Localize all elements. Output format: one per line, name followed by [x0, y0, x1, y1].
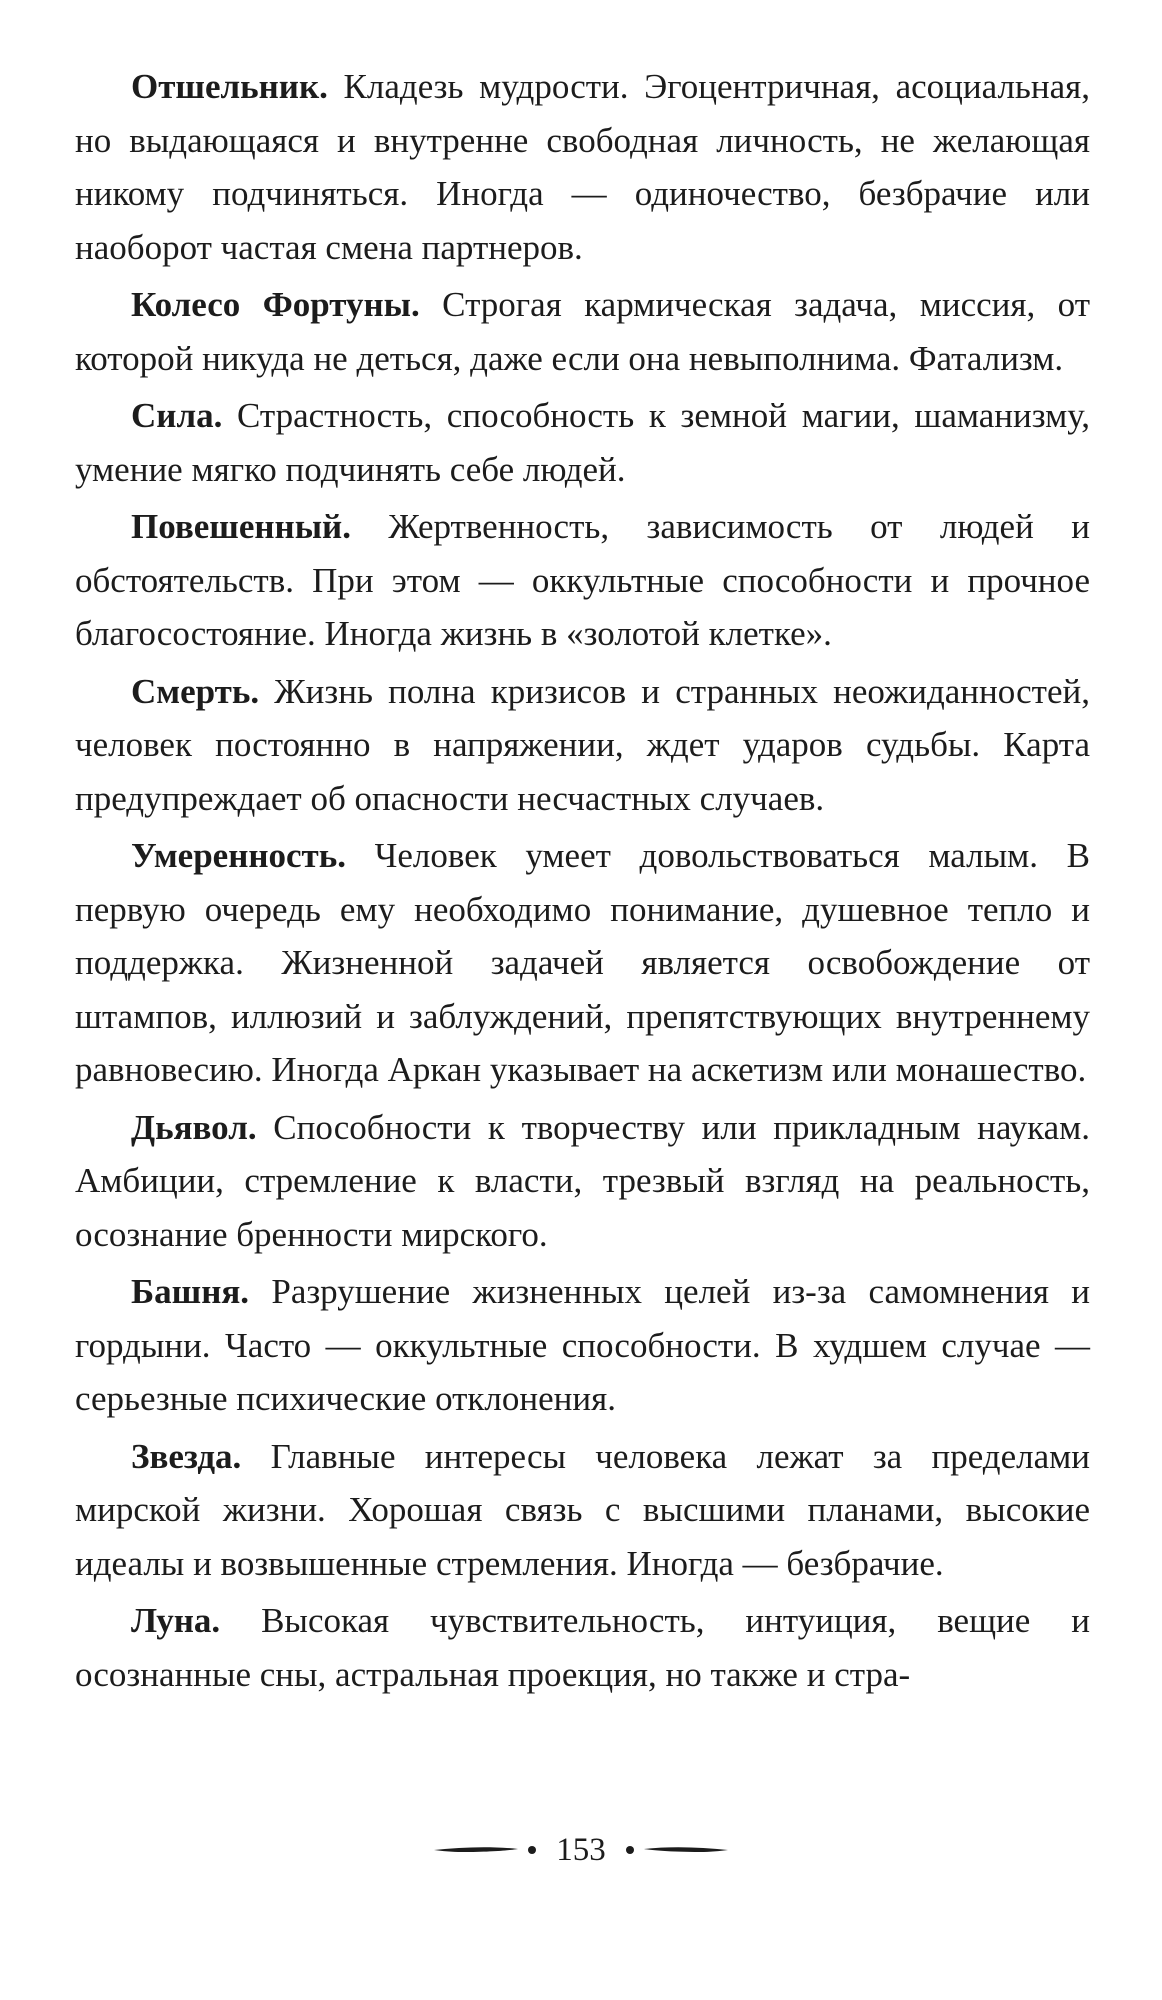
entry-term: Сила. [131, 396, 223, 435]
page-body [75, 60, 1090, 1705]
entry-text: Человек умеет довольствоваться малым. В первую очередь ему необходимо понимание, душевное тепло и поддержка. Жизненной задачей является освобождение от штампов, иллюзий и заблуждений, препятствующих внутреннему равновесию. Иногда Аркан указывает на аскетизм или монашество. [75, 836, 1090, 1089]
entry-text: Жизнь полна кризисов и странных неожиданностей, человек постоянно в напряжении, ждет ударов судьбы. Карта предупреждает об опасности несчастных случаев. [75, 671, 1090, 818]
swash-ornament-icon [620, 1840, 730, 1860]
page-footer [0, 1830, 1162, 1870]
entry-text: Страстность, способность к земной магии, шаманизму, умение мягко подчинять себе людей. [75, 396, 1090, 489]
entry-term: Звезда. [131, 1436, 242, 1476]
entry-death [75, 665, 1090, 826]
entry-hanged-man [75, 500, 1090, 661]
entry-devil [75, 1101, 1090, 1262]
entry-text: Высокая чувствительность, интуиция, вещие и осознанные сны, астральная проекция, но также и стра- [75, 1601, 1090, 1694]
entry-term: Отшельник. [131, 67, 328, 106]
entry-text: Строгая кармическая задача, миссия, от которой никуда не деться, даже если она невыполнима. Фатализм. [75, 285, 1090, 378]
entry-wheel-of-fortune [75, 278, 1090, 385]
entry-text: Способности к творчеству или прикладным наукам. Амбиции, стремление к власти, трезвый взгляд на реальность, осознание бренности мирского. [75, 1107, 1090, 1254]
entry-term: Дьявол. [131, 1107, 257, 1147]
entry-text: Разрушение жизненных целей из-за самомнения и гордыни. Часто — оккультные способности. В худшем случае — серьезные психические отклонения. [75, 1272, 1090, 1418]
entry-term: Луна. [131, 1601, 221, 1640]
entry-tower [75, 1265, 1090, 1426]
entry-hermit [75, 60, 1090, 274]
entry-text: Жертвенность, зависимость от людей и обстоятельств. При этом — оккультные способности и прочное благосостояние. Иногда жизнь в «золотой клетке». [75, 507, 1090, 653]
entry-term: Повешенный. [131, 507, 351, 546]
swash-ornament-icon [432, 1840, 542, 1860]
entry-temperance [75, 829, 1090, 1097]
entry-term: Колесо Фортуны. [131, 285, 420, 324]
page-number: 153 [556, 1832, 606, 1868]
entry-strength [75, 389, 1090, 496]
entry-text: Кладезь мудрости. Эгоцентричная, асоциальная, но выдающаяся и внутренне свободная личность, не желающая никому подчиняться. Иногда — одиночество, безбрачие или наоборот частая смена партнеров. [75, 67, 1090, 267]
entry-star [75, 1430, 1090, 1591]
entry-term: Смерть. [131, 671, 260, 711]
entry-text: Главные интересы человека лежат за пределами мирской жизни. Хорошая связь с высшими планами, высокие идеалы и возвышенные стремления. Иногда — безбрачие. [75, 1436, 1090, 1583]
entry-moon [75, 1594, 1090, 1701]
entry-term: Умеренность. [131, 836, 347, 875]
entry-term: Башня. [131, 1272, 250, 1311]
